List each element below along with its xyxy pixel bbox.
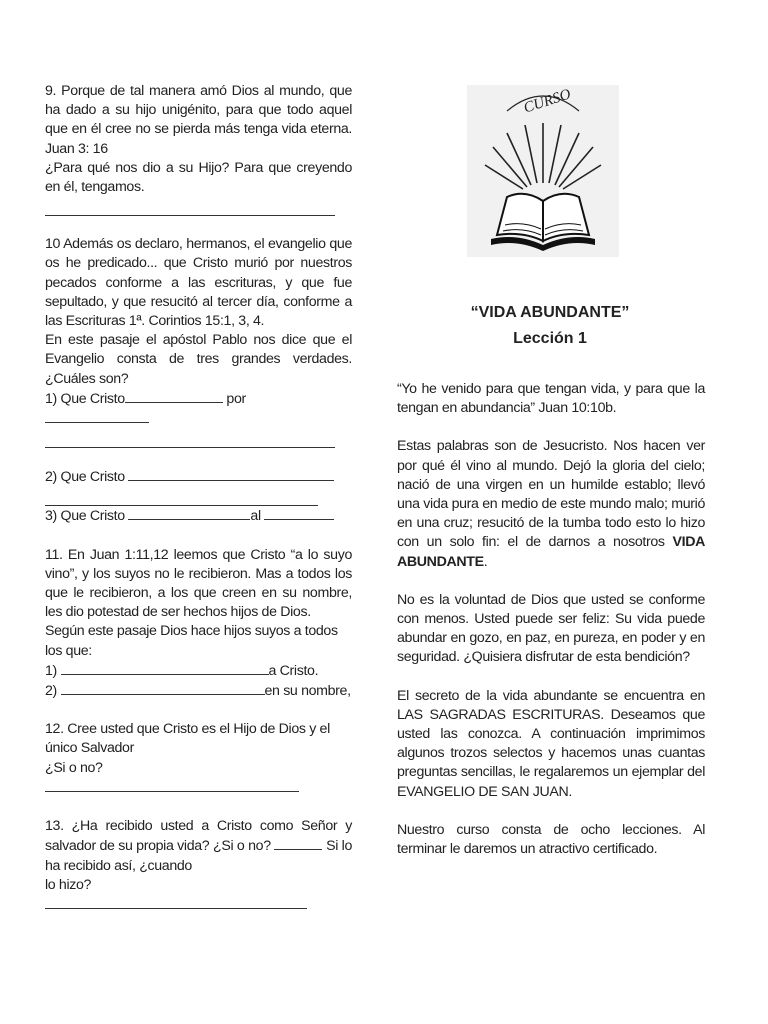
question-11-item-1: 1) a Cristo. [45,662,319,679]
question-11-text: 11. En Juan 1:11,12 leemos que Cristo “a lo suyo vino”, y los suyos no le recibieron. Mas a todos los que le recibieron, a los que creen en su nombre, les dio potestad de ser hechos hijos de Dios. [45,546,352,621]
logo-label: CURSO [521,86,573,117]
answer-line-12[interactable] [45,778,299,792]
page-title: “VIDA ABUNDANTE” [470,304,630,321]
answer-line-10-1c[interactable] [45,429,335,448]
highlight-vida-abundante: VIDA ABUNDANTE [397,534,705,570]
question-10-prompt: En este pasaje el apóstol Pablo nos dice que el Evangelio consta de tres grandes verdades. ¿Cuáles son? [45,332,352,387]
answer-line-9[interactable] [45,197,335,216]
question-10-item-2: 2) Que Cristo [45,467,352,487]
question-13-prompt: lo hizo? [45,876,352,915]
question-11-prompt: Según este pasaje Dios hace hijos suyos a todos los que: [45,623,338,659]
open-book-icon [467,85,619,257]
answer-line-10-1b[interactable] [45,409,149,423]
question-9-text: 9. Porque de tal manera amó Dios al mundo, que ha dado a su hijo unigénito, para que todo aquel que en él cree no se pierda más tenga vida eterna. Juan 3: 16 [45,83,352,157]
paragraph-2: No es la voluntad de Dios que usted se conforme con menos. Usted puede ser feliz: Su vida puede abundar en gozo, en paz, en pureza, en poder y en seguridad. ¿Quisiera disfrutar de esta bendición? [397,591,705,666]
answer-line-10-1a[interactable] [125,389,223,403]
paragraph-3: El secreto de la vida abundante se encuentra en LAS SAGRADAS ESCRITURAS. Deseamos que usted las conozca. A continuación imprimimos algunos trozos selectos y hacemos unas cuantas preguntas sencillas, le regalaremos un ejemplar del EVANGELIO DE SAN JUAN. [397,687,705,800]
question-11-item-2: 2) en su nombre, [45,683,351,700]
left-column [45,82,352,915]
question-12-text: 12. Cree usted que Cristo es el Hijo de Dios y el único Salvador [45,721,330,757]
answer-line-10-3b[interactable] [264,506,334,520]
question-9-prompt: ¿Para qué nos dio a su Hijo? Para que creyendo en él, tengamos. [45,159,352,196]
lesson-number: Lección 1 [513,330,587,347]
answer-line-11-2[interactable] [61,681,265,695]
verse-quote: “Yo he venido para que tengan vida, y para que la tengan en abundancia” Juan 10:10b. [397,381,705,417]
question-10-text: 10 Además os declaro, hermanos, el evangelio que os he predicado... que Cristo murió por nuestros pecados conforme a las escrituras, y que fue sepultado, y que resucitó al tercer día, conforme a las Escrituras 1ª. Corintios 15:1, 3, 4. [45,236,352,330]
question-10-item-3: 3) Que Cristo al [45,506,352,526]
paragraph-4: Nuestro curso consta de ocho lecciones. Al terminar le daremos un atractivo certificado. [397,821,705,858]
answer-line-10-2b[interactable] [45,487,318,506]
question-13-text: 13. ¿Ha recibido usted a Cristo como Señor y salvador de su propia vida? ¿Si o no? Si lo ha recibido así, ¿cuando [45,818,353,874]
answer-line-10-3a[interactable] [128,506,250,520]
course-logo [467,85,619,257]
answer-line-13-1[interactable] [274,836,322,850]
answer-line-13-2[interactable] [45,895,307,909]
answer-line-11-1[interactable] [61,661,269,675]
paragraph-1: Estas palabras son de Jesucristo. Nos hacen ver por qué él vino al mundo. Dejó la gloria del cielo; nació de una virgen en un humilde establo; llevó una vida pura en medio de este mundo malo; murió en una cruz; resucitó de la tumba todo esto lo hizo con un solo fin: el de darnos a nosotros VIDA ABUNDANTE. [397,438,705,570]
right-column [397,380,705,859]
question-10-item-1: 1) Que Cristo por [45,389,352,429]
lesson-title-block [440,300,660,352]
question-12-prompt: ¿Si o no? [45,759,352,798]
answer-line-10-2a[interactable] [128,467,334,481]
